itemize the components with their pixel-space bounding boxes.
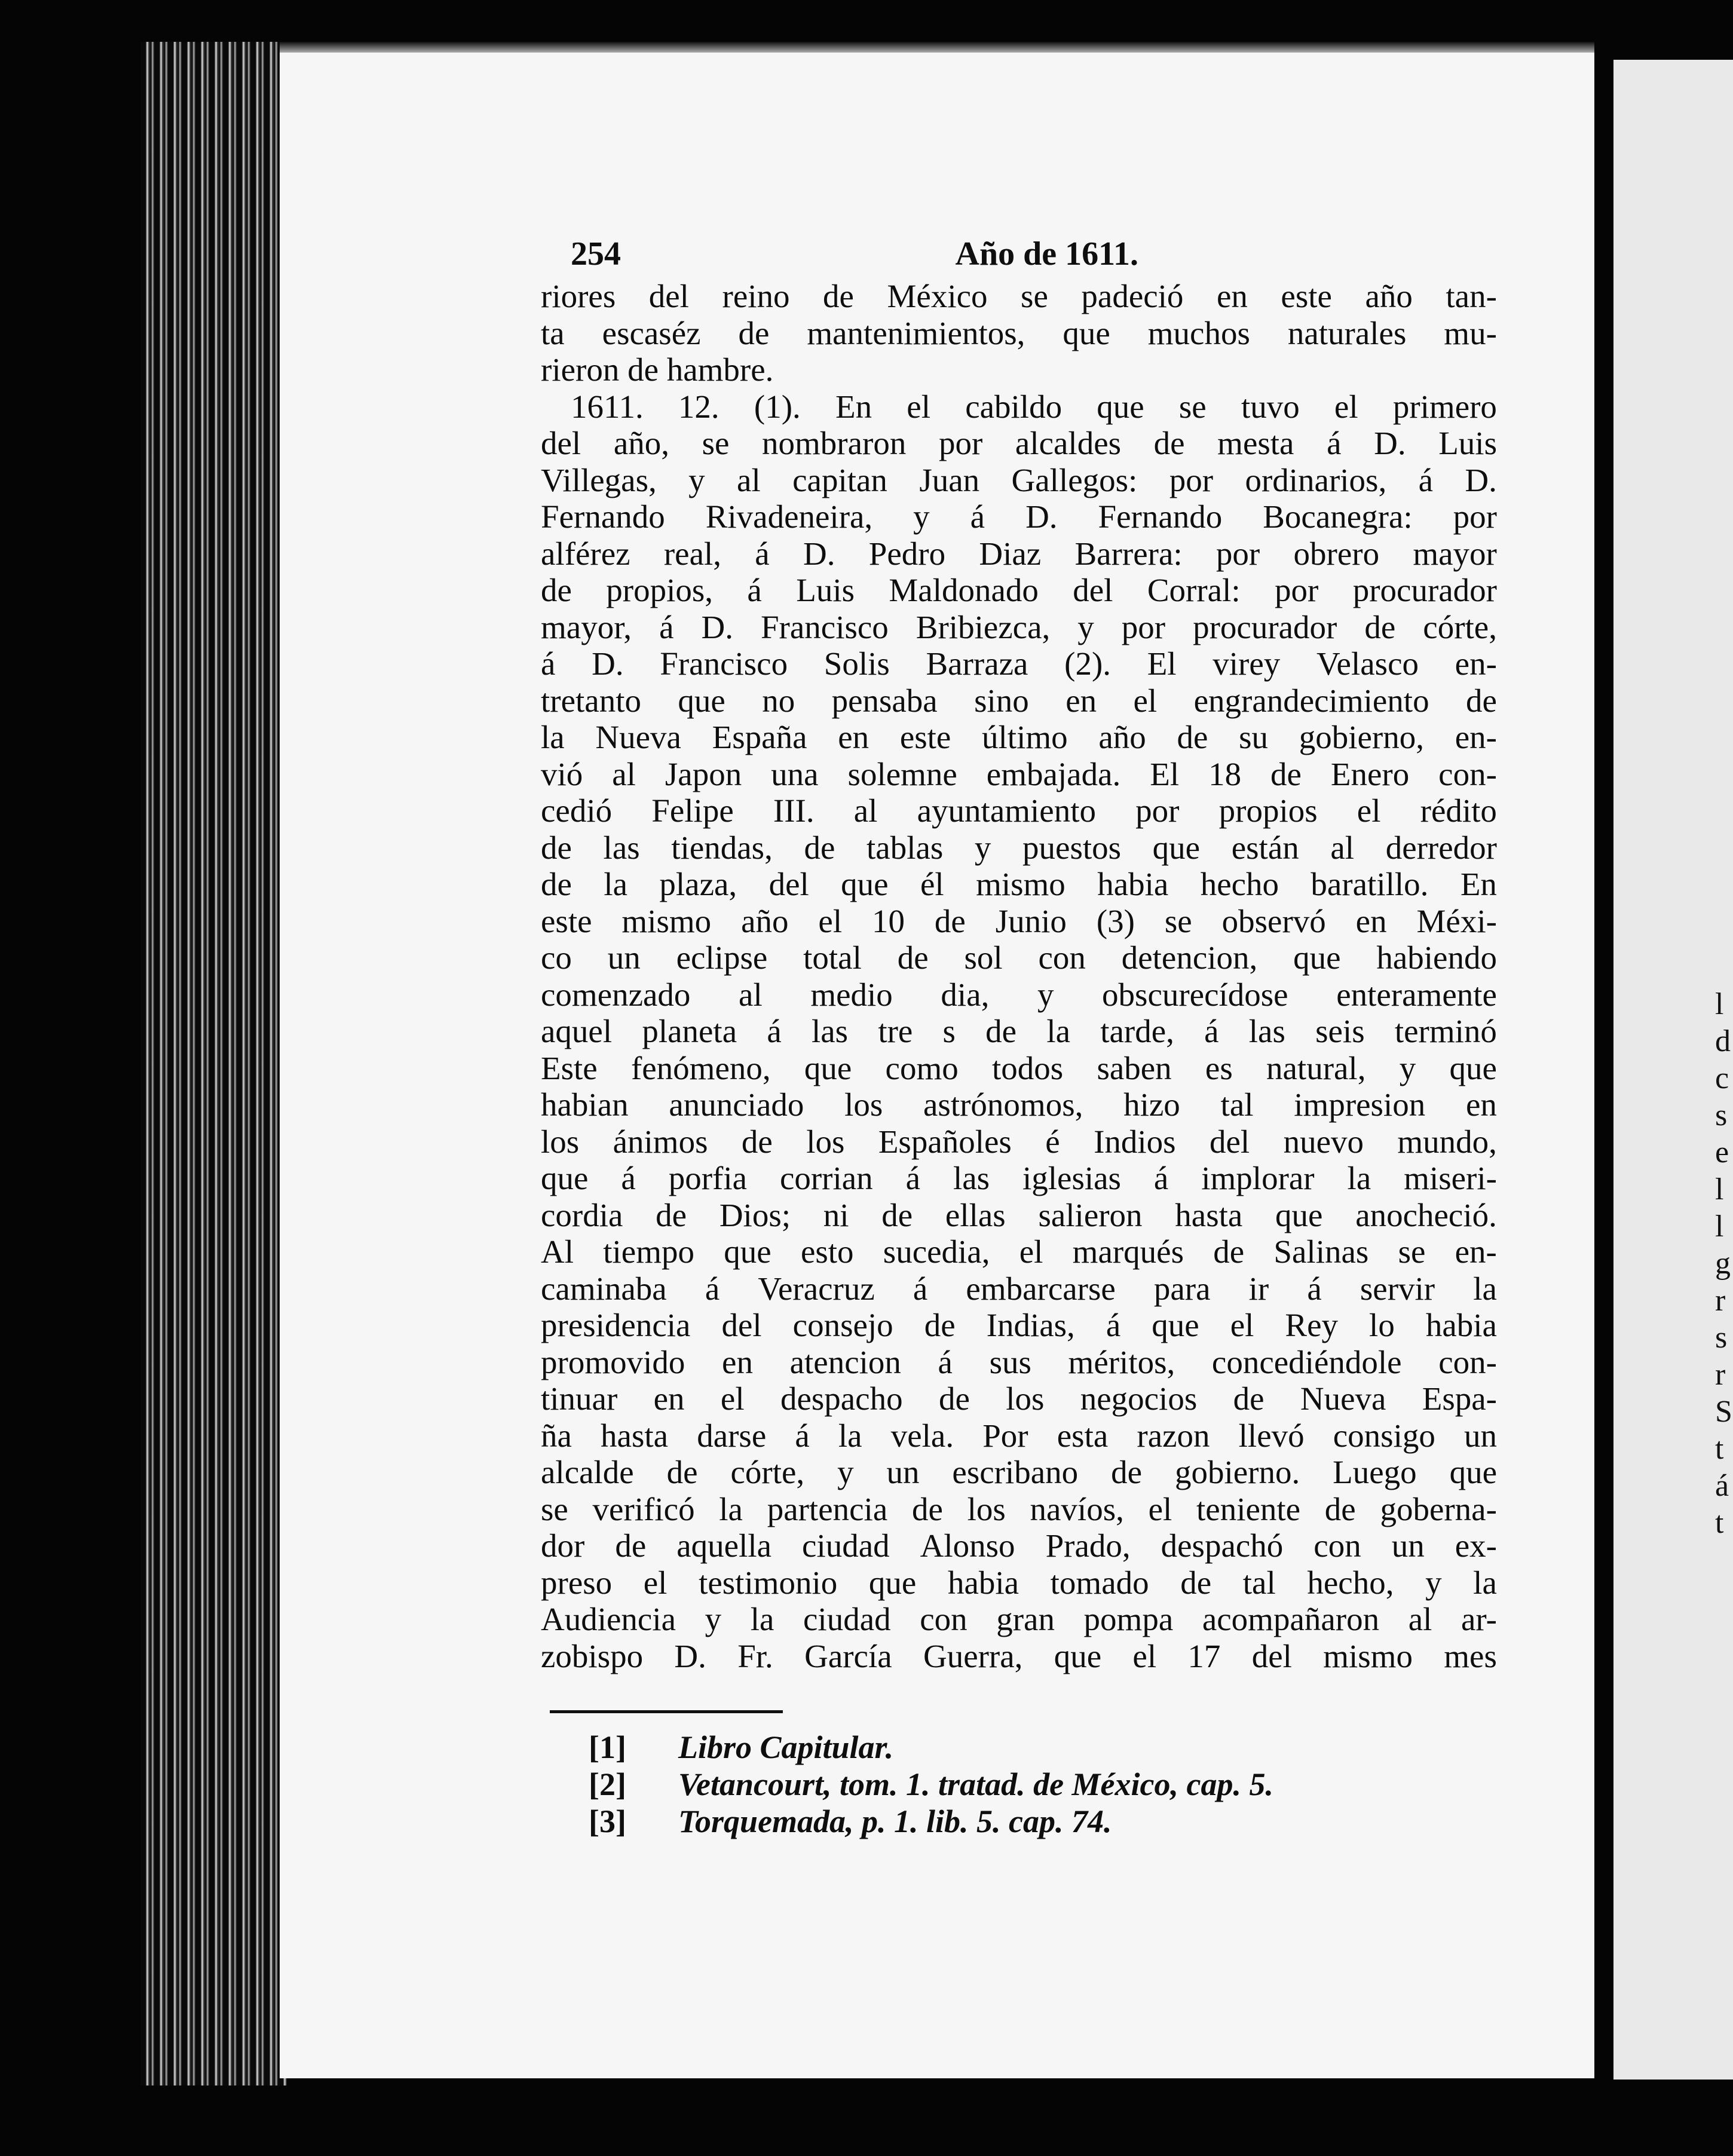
text-line: habian anunciado los astrónomos, hizo tal impresion en — [541, 1086, 1497, 1123]
text-line: zobispo D. Fr. García Guerra, que el 17 del mismo mes — [541, 1637, 1497, 1674]
text-line: vió al Japon una solemne embajada. El 18 de Enero con- — [541, 755, 1497, 792]
text-line: ña hasta darse á la vela. Por esta razon llevó consigo un — [541, 1417, 1497, 1454]
text-line: de propios, á Luis Maldonado del Corral: por procurador — [541, 572, 1497, 608]
text-line: mayor, á D. Francisco Bribiezca, y por procurador de córte, — [541, 608, 1497, 645]
page-number: 254 — [571, 235, 621, 272]
page-header — [541, 236, 1497, 278]
text-line: este mismo año el 10 de Junio (3) se observó en Méxi- — [541, 902, 1497, 939]
text-line: tinuar en el despacho de los negocios de Nueva Espa- — [541, 1380, 1497, 1417]
facing-page-text-fragment: l d c s e l l g r s r S t á t — [1715, 987, 1732, 1540]
text-line: riores del reino de México se padeció en este año tan- — [541, 278, 1497, 314]
text-line: de la plaza, del que él mismo habia hecho baratillo. En — [541, 866, 1497, 902]
text-line: tretanto que no pensaba sino en el engrandecimiento de — [541, 682, 1497, 719]
text-line: del año, se nombraron por alcaldes de mesta á D. Luis — [541, 425, 1497, 461]
footnote-reference: Libro Capitular. — [678, 1729, 894, 1765]
text-line: cedió Felipe III. al ayuntamiento por propios el rédito — [541, 792, 1497, 829]
text-line: Audiencia y la ciudad con gran pompa acompañaron al ar- — [541, 1601, 1497, 1637]
text-line: ta escaséz de mantenimientos, que muchos naturales mu- — [541, 314, 1497, 351]
footnote-reference: Torquemada, p. 1. lib. 5. cap. 74. — [678, 1803, 1112, 1839]
text-line: se verificó la partencia de los navíos, el teniente de goberna- — [541, 1490, 1497, 1527]
text-line: cordia de Dios; ni de ellas salieron hasta que anocheció. — [541, 1196, 1497, 1233]
text-line: presidencia del consejo de Indias, á que el Rey lo habia — [541, 1307, 1497, 1343]
footnote — [589, 1803, 1485, 1840]
text-line: preso el testimonio que habia tomado de tal hecho, y la — [541, 1564, 1497, 1601]
text-line: Al tiempo que esto sucedia, el marqués de Salinas se en- — [541, 1233, 1497, 1270]
page-top-shadow — [280, 42, 1594, 54]
text-line: aquel planeta á las tre s de la tarde, á las seis terminó — [541, 1013, 1497, 1049]
text-line: Fernando Rivadeneira, y á D. Fernando Bocanegra: por — [541, 498, 1497, 535]
footnote — [589, 1766, 1485, 1803]
page-text-block — [541, 236, 1497, 1674]
footnote-mark: [2] — [589, 1766, 626, 1802]
text-line: rieron de hambre. — [541, 351, 774, 388]
text-line: de las tiendas, de tablas y puestos que están al derredor — [541, 829, 1497, 866]
text-line: Villegas, y al capitan Juan Gallegos: por ordinarios, á D. — [541, 461, 1497, 498]
text-line: dor de aquella ciudad Alonso Prado, despachó con un ex- — [541, 1527, 1497, 1564]
text-line: los ánimos de los Españoles é Indios del nuevo mundo, — [541, 1123, 1497, 1160]
footnote-mark: [1] — [589, 1729, 626, 1765]
text-line: co un eclipse total de sol con detencion, que habiendo — [541, 939, 1497, 976]
running-head: Año de 1611. — [955, 235, 1138, 272]
text-line: á D. Francisco Solis Barraza (2). El virey Velasco en- — [541, 645, 1497, 682]
text-line: alférez real, á D. Pedro Diaz Barrera: por obrero mayor — [541, 535, 1497, 572]
footnote-mark: [3] — [589, 1803, 626, 1839]
text-line: que á porfia corrian á las iglesias á implorar la miseri- — [541, 1160, 1497, 1196]
footnote-rule — [550, 1710, 783, 1713]
footnote-reference: Vetancourt, tom. 1. tratad. de México, cap. 5. — [678, 1766, 1273, 1802]
text-line: promovido en atencion á sus méritos, concediéndole con- — [541, 1343, 1497, 1380]
text-line: caminaba á Veracruz á embarcarse para ir á servir la — [541, 1270, 1497, 1307]
text-line: alcalde de córte, y un escribano de gobierno. Luego que — [541, 1454, 1497, 1490]
footnote — [589, 1729, 1485, 1766]
footnotes — [589, 1729, 1485, 1840]
text-line: 1611. 12. (1). En el cabildo que se tuvo el primero — [571, 388, 1497, 425]
text-line: la Nueva España en este último año de su gobierno, en- — [541, 719, 1497, 755]
text-line: comenzado al medio dia, y obscurecídose enteramente — [541, 976, 1497, 1013]
book-page-edges — [140, 42, 287, 2085]
text-line: Este fenómeno, que como todos saben es natural, y que — [541, 1049, 1497, 1086]
body-text — [541, 278, 1497, 1674]
facing-page — [1613, 60, 1733, 2080]
